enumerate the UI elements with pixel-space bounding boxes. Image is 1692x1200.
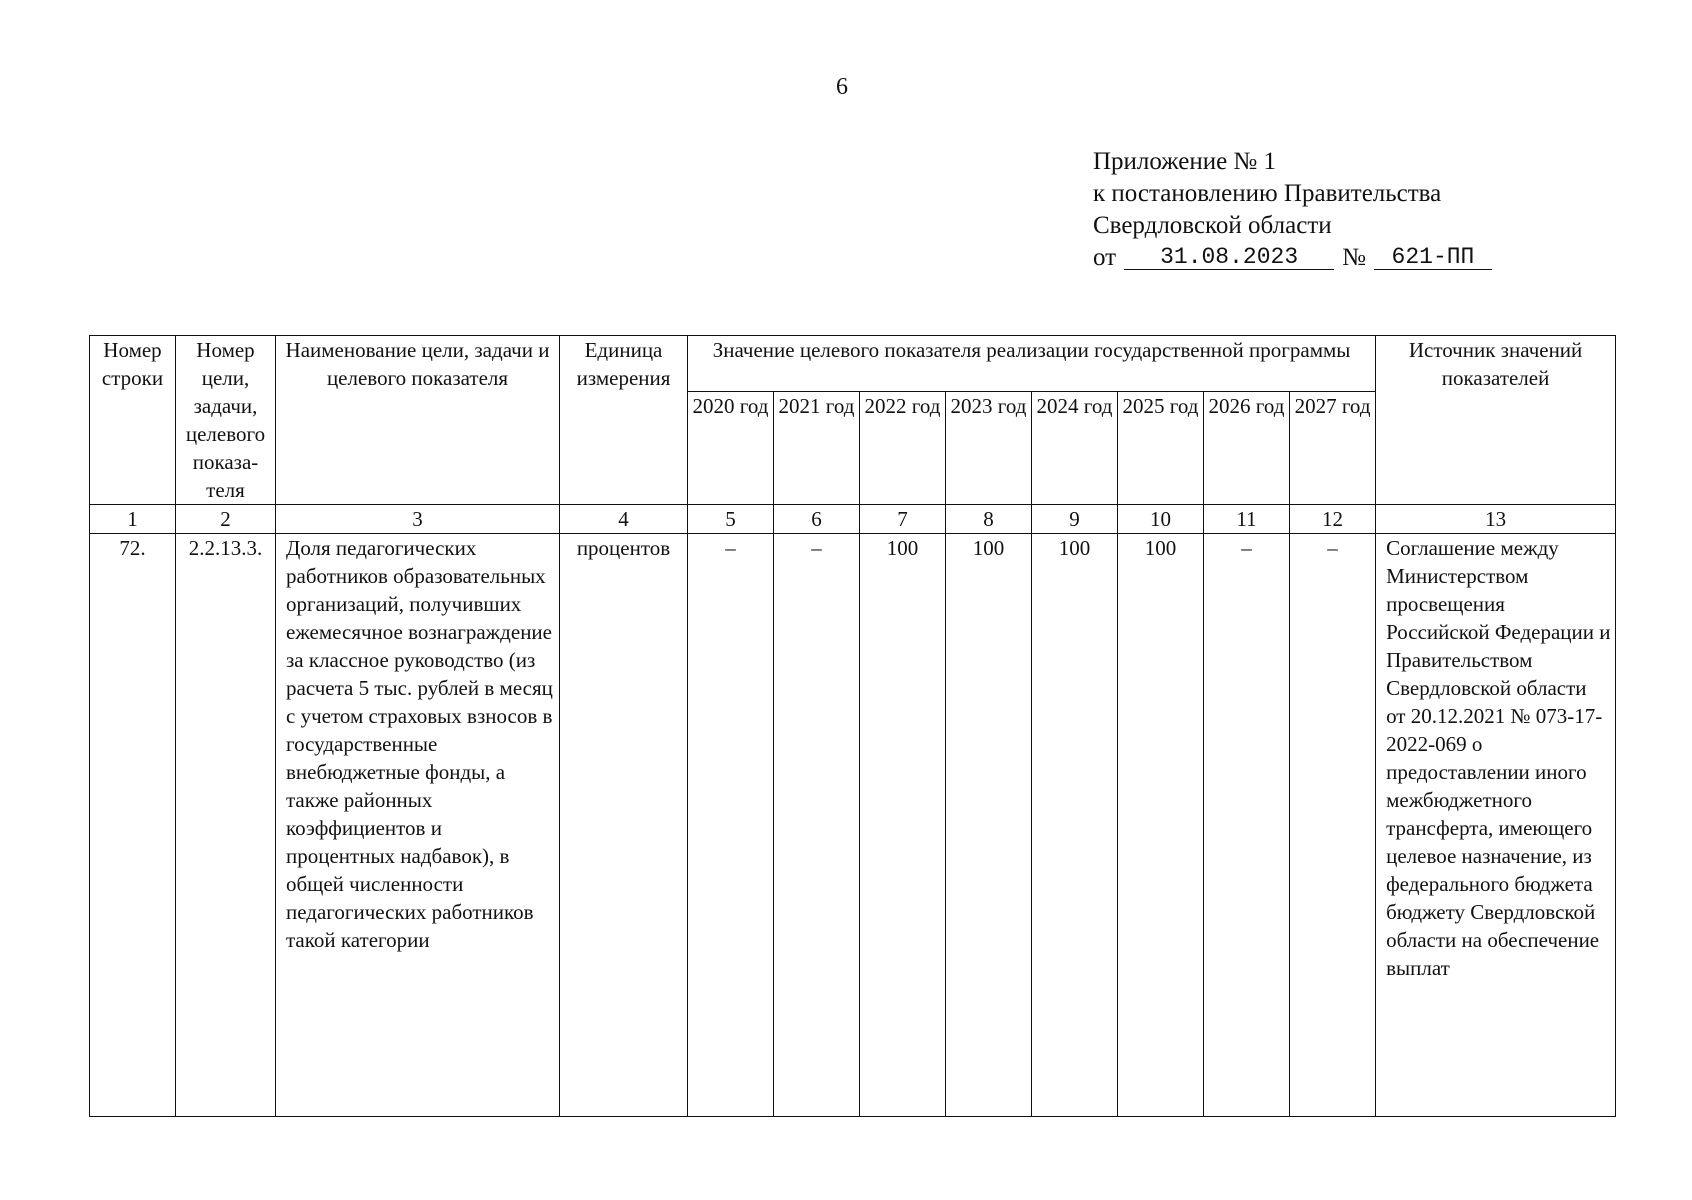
column-number: 13 bbox=[1376, 505, 1616, 534]
from-label: от bbox=[1093, 244, 1117, 271]
appendix-title: Приложение № 1 bbox=[1093, 148, 1277, 175]
goal-number: 2.2.13.3. bbox=[176, 534, 276, 1117]
header-values-group: Значение целевого показателя реализации государственной программы bbox=[688, 336, 1376, 392]
header-year: 2020 год bbox=[688, 391, 774, 504]
appendix-resolution: к постановлению Правительства bbox=[1093, 180, 1442, 207]
column-number: 2 bbox=[176, 505, 276, 534]
number-label: № bbox=[1342, 244, 1366, 271]
value-2021: – bbox=[774, 534, 860, 1117]
header-year: 2025 год bbox=[1118, 391, 1204, 504]
value-2027: – bbox=[1290, 534, 1376, 1117]
column-number: 5 bbox=[688, 505, 774, 534]
column-number: 10 bbox=[1118, 505, 1204, 534]
header-year: 2024 год bbox=[1032, 391, 1118, 504]
header-unit: Единица измерения bbox=[560, 336, 688, 505]
column-number: 8 bbox=[946, 505, 1032, 534]
indicator-name: Доля педагогических работников образовательных организаций, получивших ежемесячное вознаграждение за классное руководство (из расчета 5 тыс. рублей в месяц с учетом страховых взносов в государственные внебюджетные фонды, а также районных коэффициентов и процентных надбавок), в общей численности педагогических работников такой категории bbox=[276, 534, 560, 1117]
value-2026: – bbox=[1204, 534, 1290, 1117]
column-number: 7 bbox=[860, 505, 946, 534]
header-source: Источник значений показателей bbox=[1376, 336, 1616, 505]
appendix-region: Свердловской области bbox=[1093, 212, 1332, 239]
page-number: 6 bbox=[836, 74, 848, 100]
column-number: 12 bbox=[1290, 505, 1376, 534]
column-number: 11 bbox=[1204, 505, 1290, 534]
resolution-date: 31.08.2023 bbox=[1124, 245, 1334, 270]
indicator-source: Соглашение между Министерством просвещения Российской Федерации и Правительством Свердловской области от 20.12.2021 № 073-17-2022-069 о предоставлении иного межбюджетного трансферта, имеющего целевое назначение, из федерального бюджета бюджету Свердловской области на обеспечение выплат bbox=[1376, 534, 1616, 1117]
column-number-row bbox=[90, 505, 1616, 534]
row-number: 72. bbox=[90, 534, 176, 1117]
resolution-number: 621-ПП bbox=[1374, 245, 1492, 270]
header-year: 2027 год bbox=[1290, 391, 1376, 504]
header-name: Наименование цели, задачи и целевого показателя bbox=[276, 336, 560, 505]
column-number: 3 bbox=[276, 505, 560, 534]
header-year: 2022 год bbox=[860, 391, 946, 504]
unit: процентов bbox=[560, 534, 688, 1117]
value-2020: – bbox=[688, 534, 774, 1117]
header-year: 2026 год bbox=[1204, 391, 1290, 504]
value-2024: 100 bbox=[1032, 534, 1118, 1117]
table-row bbox=[90, 534, 1616, 1117]
column-number: 6 bbox=[774, 505, 860, 534]
header-year: 2021 год bbox=[774, 391, 860, 504]
indicator-table bbox=[89, 335, 1616, 1117]
column-number: 1 bbox=[90, 505, 176, 534]
column-number: 4 bbox=[560, 505, 688, 534]
column-number: 9 bbox=[1032, 505, 1118, 534]
header-row-number: Номер строки bbox=[90, 336, 176, 505]
value-2025: 100 bbox=[1118, 534, 1204, 1117]
header-year: 2023 год bbox=[946, 391, 1032, 504]
value-2023: 100 bbox=[946, 534, 1032, 1117]
appendix-header bbox=[1093, 146, 1492, 274]
appendix-signature-line bbox=[1093, 242, 1492, 274]
header-goal-number: Номер цели, задачи, целевого показа- теля bbox=[176, 336, 276, 505]
value-2022: 100 bbox=[860, 534, 946, 1117]
